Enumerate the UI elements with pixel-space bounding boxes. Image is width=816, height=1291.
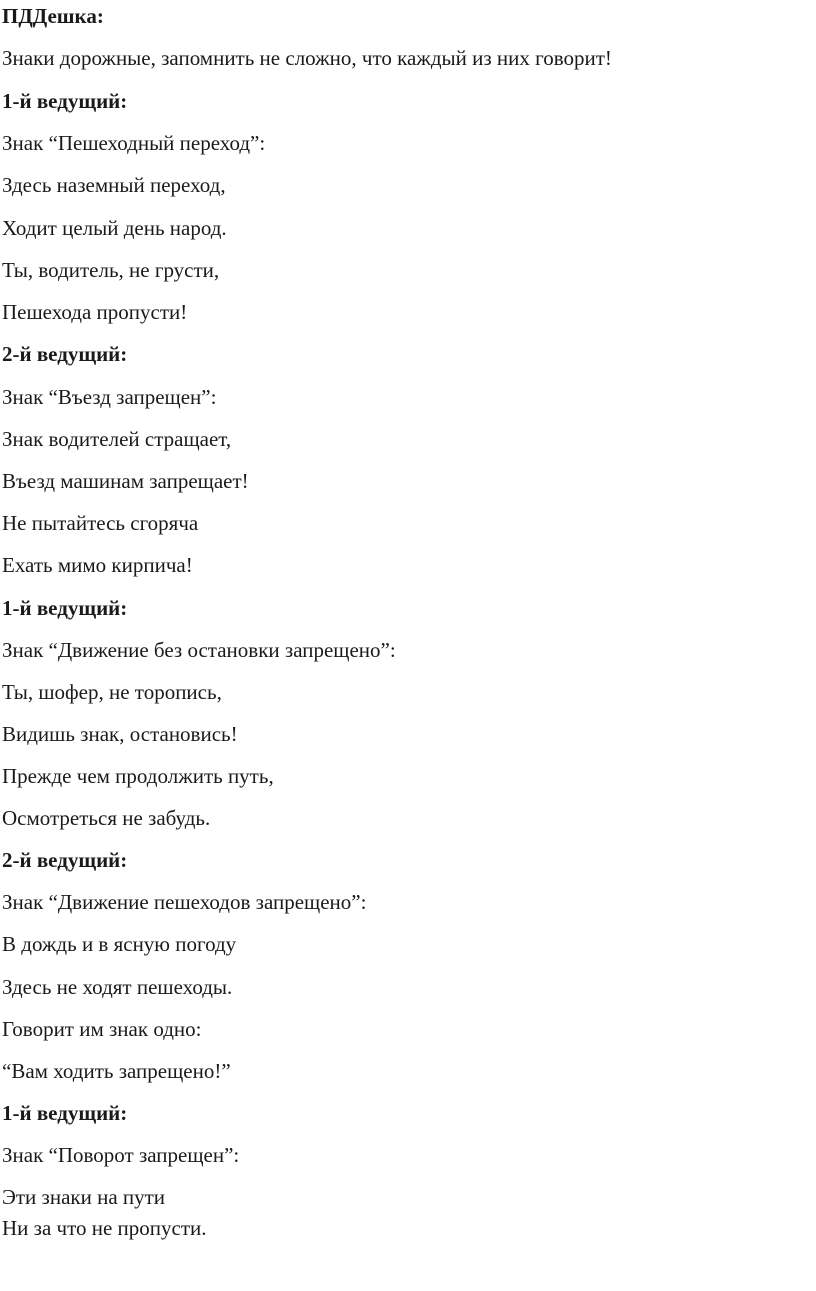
verse-line: Говорит им знак одно: [2, 1017, 202, 1041]
speaker-label: 1-й ведущий: [2, 89, 128, 113]
verse-line: Не пытайтесь сгоряча [2, 511, 199, 535]
verse-line: Ходит целый день народ. [2, 216, 227, 240]
verse-line: Прежде чем продолжить путь, [2, 764, 274, 788]
sign-title: Знак “Пешеходный переход”: [2, 131, 266, 155]
verse-line: Здесь наземный переход, [2, 173, 226, 197]
verse-line: Ни за что не пропусти. [2, 1216, 207, 1240]
verse-line: Ты, водитель, не грусти, [2, 258, 220, 282]
verse-line: Въезд машинам запрещает! [2, 469, 249, 493]
verse-line: В дождь и в ясную погоду [2, 932, 237, 956]
speaker-label: 2-й ведущий: [2, 848, 128, 872]
sign-title: Знак “Движение пешеходов запрещено”: [2, 890, 367, 914]
verse-line: Эти знаки на пути [2, 1185, 166, 1209]
speaker-label: 1-й ведущий: [2, 1101, 128, 1125]
verse-line: “Вам ходить запрещено!” [2, 1059, 231, 1083]
verse-line: Пешехода пропусти! [2, 300, 188, 324]
speaker-label: 1-й ведущий: [2, 596, 128, 620]
text-line: Знаки дорожные, запомнить не сложно, что каждый из них говорит! [2, 46, 612, 70]
verse-line: Осмотреться не забудь. [2, 806, 211, 830]
verse-line: Ты, шофер, не торопись, [2, 680, 222, 704]
verse-line: Знак водителей стращает, [2, 427, 232, 451]
verse-line: Здесь не ходят пешеходы. [2, 975, 233, 999]
speaker-label: 2-й ведущий: [2, 342, 128, 366]
sign-title: Знак “Поворот запрещен”: [2, 1143, 240, 1167]
heading-pddeshka: ПДДешка: [2, 4, 104, 28]
sign-title: Знак “Въезд запрещен”: [2, 385, 217, 409]
sign-title: Знак “Движение без остановки запрещено”: [2, 638, 396, 662]
verse-line: Ехать мимо кирпича! [2, 553, 193, 577]
verse-line: Видишь знак, остановись! [2, 722, 238, 746]
